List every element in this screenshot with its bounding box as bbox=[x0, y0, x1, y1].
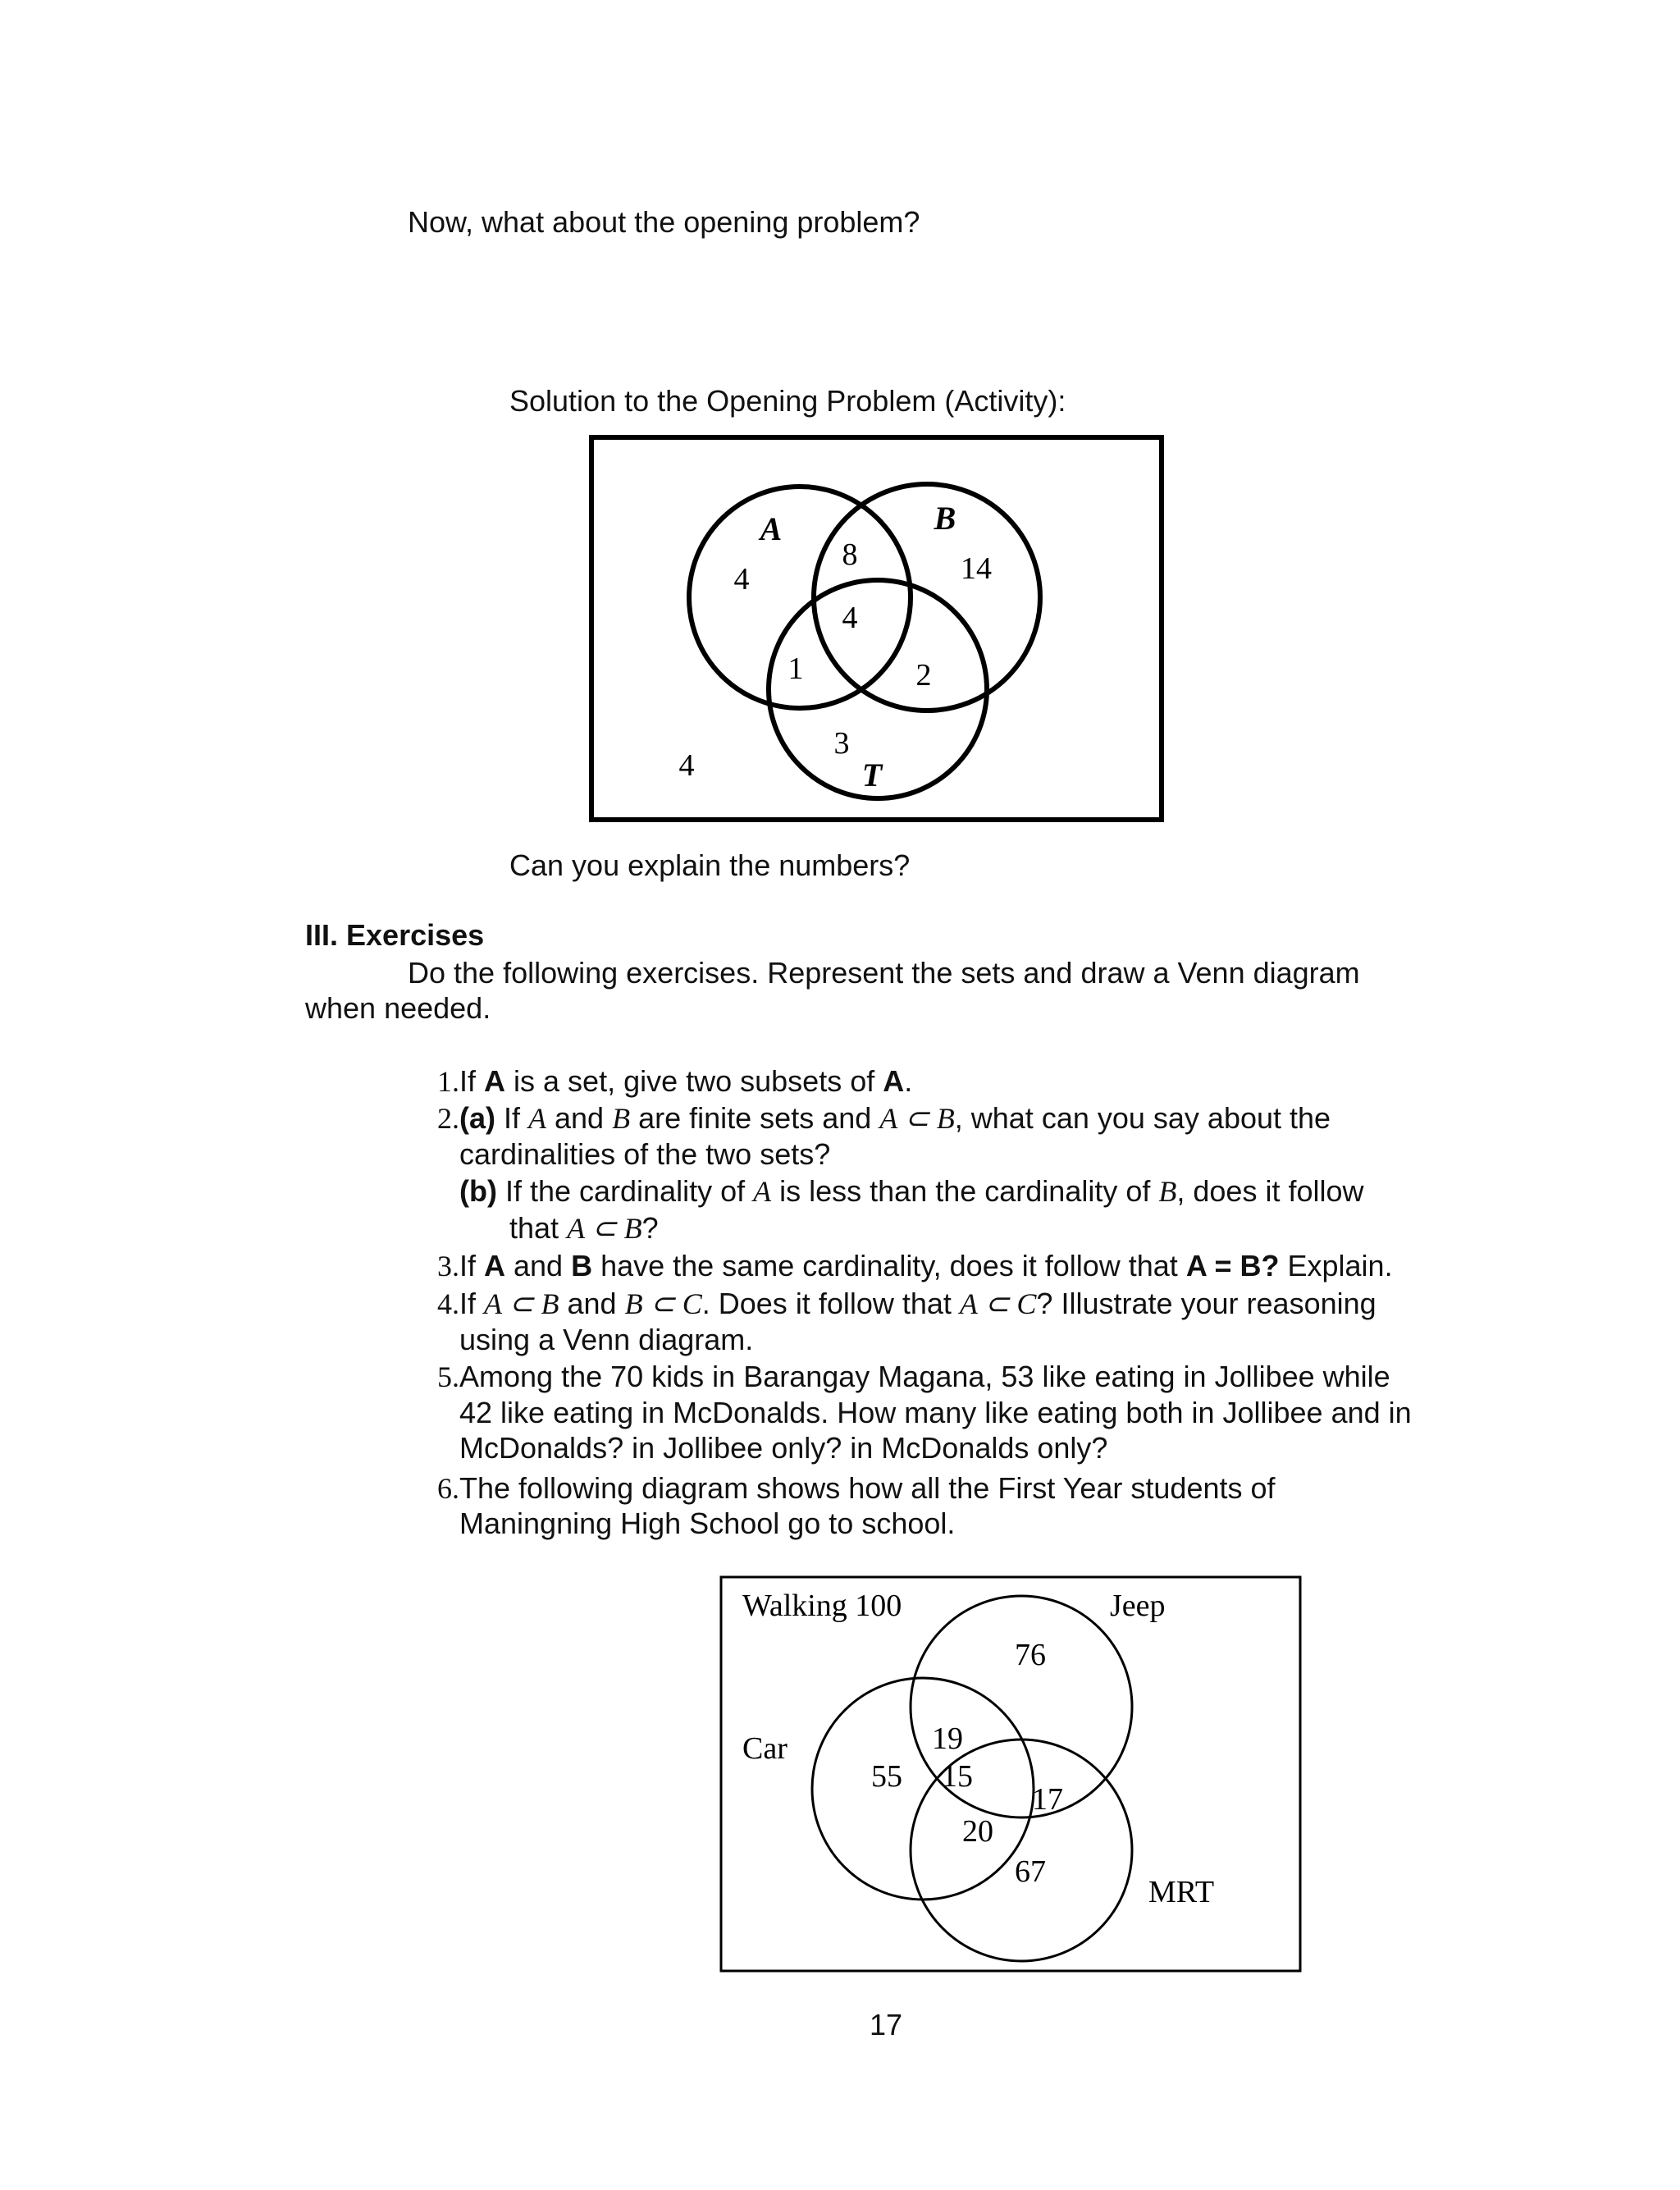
venn2-value-jeep-only: 76 bbox=[1015, 1638, 1046, 1672]
venn1-value-a-b-t: 4 bbox=[842, 601, 858, 635]
exercise-number-3: 3. bbox=[437, 1250, 459, 1282]
exercise-number-6: 6. bbox=[437, 1472, 459, 1505]
page-number: 17 bbox=[870, 2008, 903, 2041]
exercise-5-line2: 42 like eating in McDonalds. How many like eating both in Jollibee and in bbox=[459, 1396, 1412, 1429]
venn2-value-jeep-mrt: 17 bbox=[1032, 1782, 1063, 1817]
exercise-6-line2: Maningning High School go to school. bbox=[459, 1506, 956, 1540]
venn2-label-mrt: MRT bbox=[1148, 1875, 1215, 1909]
venn2-label-walking: Walking 100 bbox=[742, 1589, 902, 1623]
venn2-value-car-only: 55 bbox=[871, 1759, 902, 1794]
exercise-5-line3: McDonalds? in Jollibee only? in McDonalds only? bbox=[459, 1431, 1108, 1465]
venn1-value-b-t-only: 2 bbox=[915, 658, 932, 693]
venn1-label-a: A bbox=[760, 510, 783, 547]
instructions-line1: Do the following exercises. Represent the sets and draw a Venn diagram bbox=[408, 956, 1360, 990]
venn1-value-a-b-only: 8 bbox=[842, 537, 858, 572]
venn2-value-car-jeep: 19 bbox=[932, 1721, 963, 1756]
venn2-value-all-three: 15 bbox=[942, 1759, 973, 1794]
exercise-number-4: 4. bbox=[437, 1287, 459, 1320]
explain-question: Can you explain the numbers? bbox=[509, 848, 911, 882]
venn1-value-b-only: 14 bbox=[961, 551, 992, 586]
venn2-value-car-mrt: 20 bbox=[962, 1814, 993, 1849]
venn1-value-a-t-only: 1 bbox=[788, 652, 804, 686]
venn1-label-b: B bbox=[934, 500, 956, 537]
venn2-label-jeep: Jeep bbox=[1110, 1589, 1166, 1623]
exercise-4-line2: using a Venn diagram. bbox=[459, 1323, 754, 1356]
exercise-2a-line2: cardinalities of the two sets? bbox=[459, 1137, 831, 1171]
exercise-2b: (b) If the cardinality of A is less than the cardinality of B, does it follow bbox=[459, 1174, 1364, 1208]
exercise-6-line1: The following diagram shows how all the First Year students of bbox=[459, 1471, 1276, 1505]
venn1-value-outside: 4 bbox=[678, 748, 695, 783]
exercise-number-1: 1. bbox=[437, 1065, 459, 1098]
exercise-4: If A ⊂ B and B ⊂ C. Does it follow that A ⊂ C? Illustrate your reasoning bbox=[459, 1287, 1376, 1320]
solution-title: Solution to the Opening Problem (Activity): bbox=[509, 384, 1066, 418]
venn1-label-t: T bbox=[861, 757, 883, 793]
instructions-line2: when needed. bbox=[305, 991, 491, 1025]
exercise-2a: (a) If A and B are finite sets and A ⊂ B, what can you say about the bbox=[459, 1101, 1331, 1135]
venn2-label-car: Car bbox=[742, 1731, 788, 1766]
venn2-circle-car bbox=[812, 1678, 1034, 1900]
venn2-universe-box bbox=[721, 1577, 1300, 1971]
exercise-number-2: 2. bbox=[437, 1102, 459, 1135]
venn2-value-mrt-only: 67 bbox=[1015, 1854, 1046, 1889]
exercise-2b-line2: that A ⊂ B? bbox=[509, 1211, 659, 1245]
venn1-value-t-only: 3 bbox=[833, 726, 850, 761]
section-heading: III. Exercises bbox=[305, 918, 485, 952]
exercise-number-5: 5. bbox=[437, 1360, 459, 1393]
exercise-1: If A is a set, give two subsets of A. bbox=[459, 1064, 913, 1098]
exercise-3: If A and B have the same cardinality, does it follow that A = B? Explain. bbox=[459, 1249, 1393, 1282]
exercise-5-line1: Among the 70 kids in Barangay Magana, 53 like eating in Jollibee while bbox=[459, 1360, 1390, 1393]
venn1-value-a-only: 4 bbox=[733, 562, 750, 597]
intro-text: Now, what about the opening problem? bbox=[408, 205, 920, 239]
